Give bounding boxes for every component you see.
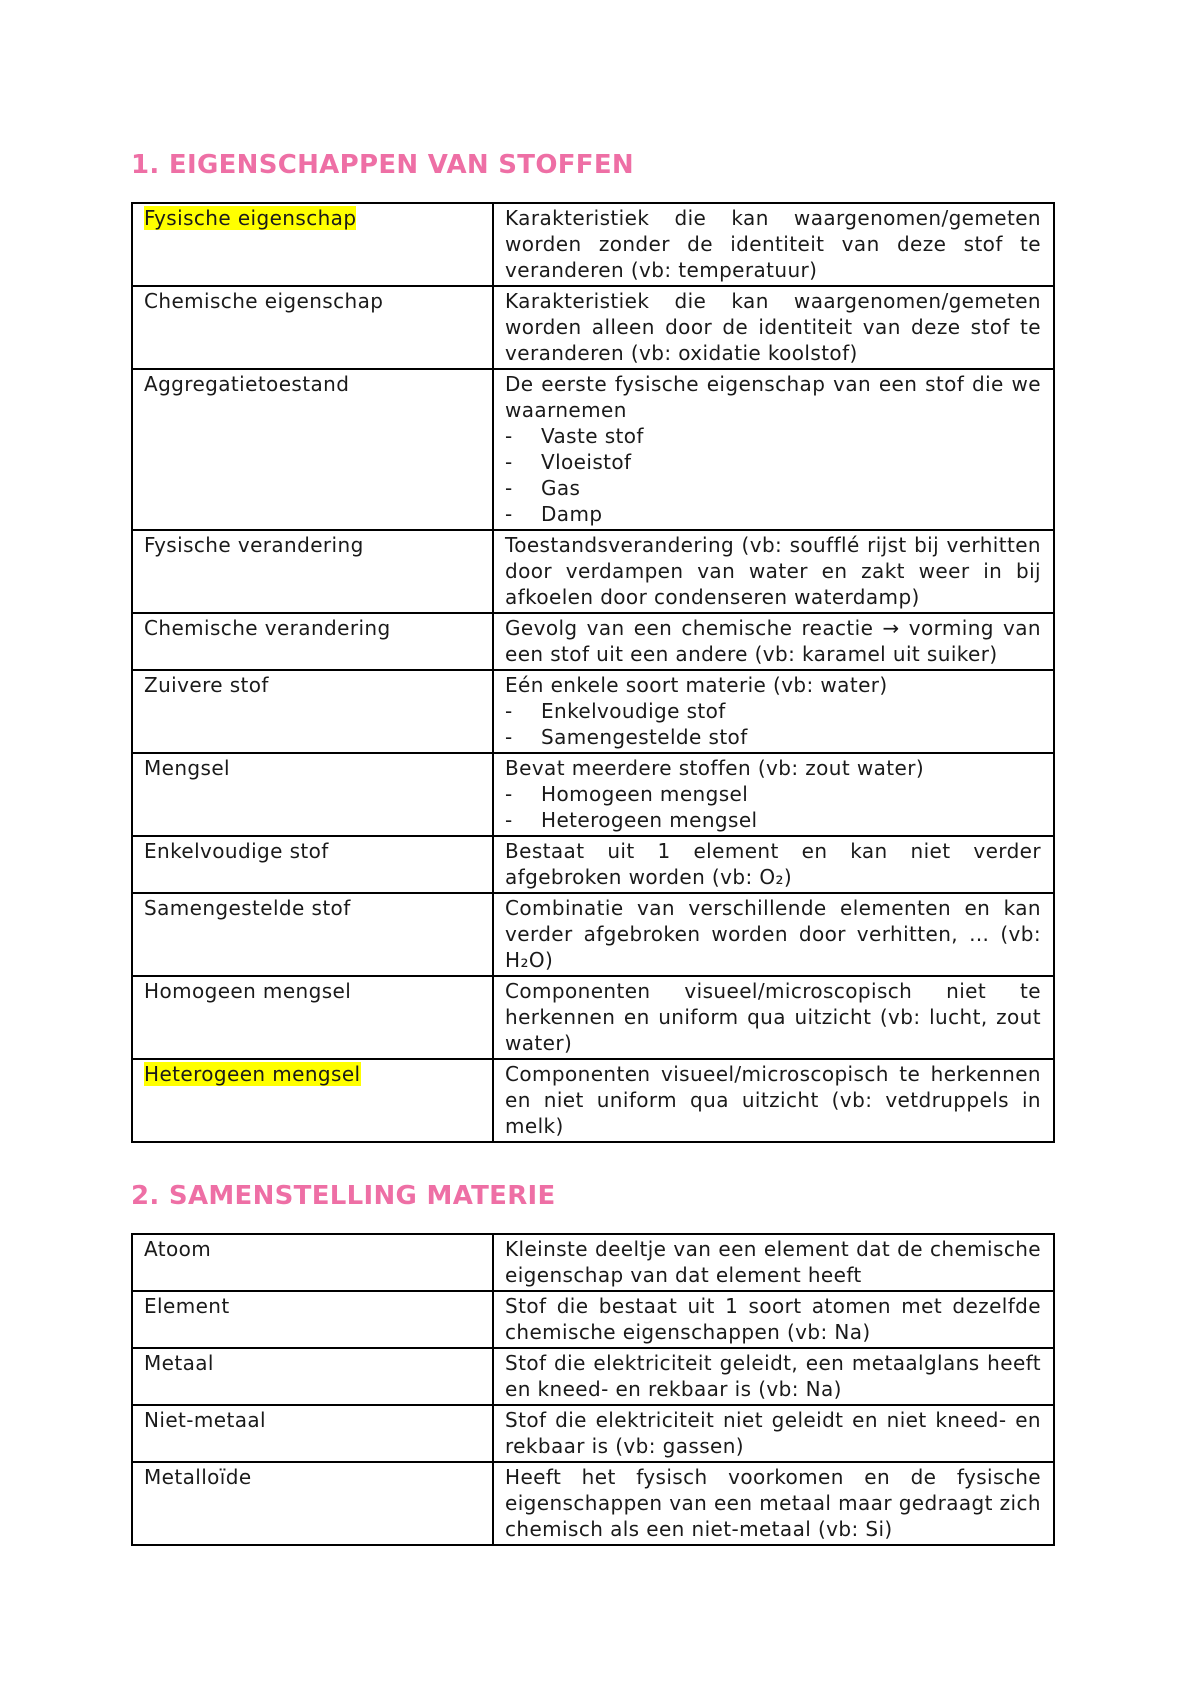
term-cell bbox=[132, 203, 493, 286]
term-label: Element bbox=[144, 1294, 230, 1318]
table-row bbox=[132, 670, 1054, 753]
definition-text: Combinatie van verschillende elementen en kan verder afgebroken worden door verhitten, … (vb: H₂O) bbox=[505, 896, 1041, 972]
term-label: Chemische eigenschap bbox=[144, 289, 384, 313]
table-row bbox=[132, 1405, 1054, 1462]
table-row bbox=[132, 1234, 1054, 1291]
term-cell bbox=[132, 1462, 493, 1545]
definition-text: Bevat meerdere stoffen (vb: zout water) bbox=[505, 756, 925, 780]
term-cell bbox=[132, 1291, 493, 1348]
definition-cell bbox=[493, 976, 1054, 1059]
definition-text: Stof die bestaat uit 1 soort atomen met dezelfde chemische eigenschappen (vb: Na) bbox=[505, 1294, 1041, 1344]
definition-cell bbox=[493, 1059, 1054, 1142]
definition-cell bbox=[493, 1405, 1054, 1462]
term-label: Atoom bbox=[144, 1237, 212, 1261]
list-item: - Enkelvoudige stof bbox=[505, 698, 1041, 724]
section-title-samenstelling: 2. SAMENSTELLING MATERIE bbox=[131, 1181, 556, 1211]
definition-text: Kleinste deeltje van een element dat de chemische eigenschap van dat element heeft bbox=[505, 1237, 1041, 1287]
term-cell bbox=[132, 530, 493, 613]
bullet-list bbox=[505, 423, 1041, 527]
term-cell bbox=[132, 753, 493, 836]
definition-cell bbox=[493, 1462, 1054, 1545]
term-cell bbox=[132, 836, 493, 893]
term-label: Enkelvoudige stof bbox=[144, 839, 329, 863]
table-row bbox=[132, 1348, 1054, 1405]
definition-cell bbox=[493, 1234, 1054, 1291]
term-cell bbox=[132, 286, 493, 369]
definition-text: Stof die elektriciteit geleidt, een metaalglans heeft en kneed- en rekbaar is (vb: Na) bbox=[505, 1351, 1041, 1401]
document-page bbox=[131, 150, 1055, 1546]
term-label: Samengestelde stof bbox=[144, 896, 351, 920]
table-row bbox=[132, 753, 1054, 836]
term-label: Mengsel bbox=[144, 756, 231, 780]
term-label: Metalloïde bbox=[144, 1465, 252, 1489]
definition-cell bbox=[493, 1291, 1054, 1348]
term-cell bbox=[132, 976, 493, 1059]
term-label: Fysische verandering bbox=[144, 533, 364, 557]
definition-text: Toestandsverandering (vb: soufflé rijst bij verhitten door verdampen van water en zakt weer in bij afkoelen door condenseren waterdamp) bbox=[505, 533, 1041, 609]
term-label: Homogeen mengsel bbox=[144, 979, 352, 1003]
term-cell bbox=[132, 369, 493, 530]
list-item: - Heterogeen mengsel bbox=[505, 807, 1041, 833]
definition-text: De eerste fysische eigenschap van een stof die we waarnemen bbox=[505, 372, 1041, 422]
term-label: Chemische verandering bbox=[144, 616, 391, 640]
table-row bbox=[132, 286, 1054, 369]
term-cell bbox=[132, 1405, 493, 1462]
definition-text: Bestaat uit 1 element en kan niet verder afgebroken worden (vb: O₂) bbox=[505, 839, 1041, 889]
highlighted-term: Fysische eigenschap bbox=[144, 206, 357, 230]
definition-cell bbox=[493, 836, 1054, 893]
term-cell bbox=[132, 613, 493, 670]
section-title-eigenschappen: 1. EIGENSCHAPPEN VAN STOFFEN bbox=[131, 150, 634, 180]
table-row bbox=[132, 1059, 1054, 1142]
definition-text: Eén enkele soort materie (vb: water) bbox=[505, 673, 888, 697]
table-row bbox=[132, 836, 1054, 893]
list-item: - Damp bbox=[505, 501, 1041, 527]
list-item: - Samengestelde stof bbox=[505, 724, 1041, 750]
list-item: - Vaste stof bbox=[505, 423, 1041, 449]
table-row bbox=[132, 893, 1054, 976]
bullet-list bbox=[505, 698, 1041, 750]
table-row bbox=[132, 1291, 1054, 1348]
table-row bbox=[132, 613, 1054, 670]
definition-text: Gevolg van een chemische reactie → vorming van een stof uit een andere (vb: karamel uit suiker) bbox=[505, 616, 1041, 666]
definition-cell bbox=[493, 286, 1054, 369]
definition-cell bbox=[493, 1348, 1054, 1405]
definitions-table-samenstelling bbox=[131, 1233, 1055, 1546]
definition-text: Heeft het fysisch voorkomen en de fysische eigenschappen van een metaal maar gedraagt zich chemisch als een niet-metaal (vb: Si) bbox=[505, 1465, 1041, 1541]
table-row bbox=[132, 530, 1054, 613]
list-item: - Vloeistof bbox=[505, 449, 1041, 475]
term-cell bbox=[132, 893, 493, 976]
list-item: - Homogeen mengsel bbox=[505, 781, 1041, 807]
term-cell bbox=[132, 1234, 493, 1291]
table-row bbox=[132, 203, 1054, 286]
definition-text: Karakteristiek die kan waargenomen/gemeten worden alleen door de identiteit van deze stof te veranderen (vb: oxidatie koolstof) bbox=[505, 289, 1041, 365]
definition-cell bbox=[493, 530, 1054, 613]
term-label: Zuivere stof bbox=[144, 673, 269, 697]
definition-cell bbox=[493, 670, 1054, 753]
definition-text: Stof die elektriciteit niet geleidt en niet kneed- en rekbaar is (vb: gassen) bbox=[505, 1408, 1041, 1458]
term-label: Niet-metaal bbox=[144, 1408, 266, 1432]
table-row bbox=[132, 369, 1054, 530]
term-label: Aggregatietoestand bbox=[144, 372, 350, 396]
term-cell bbox=[132, 670, 493, 753]
definition-cell bbox=[493, 893, 1054, 976]
term-cell bbox=[132, 1348, 493, 1405]
definition-cell bbox=[493, 203, 1054, 286]
term-label: Metaal bbox=[144, 1351, 214, 1375]
table-row bbox=[132, 1462, 1054, 1545]
bullet-list bbox=[505, 781, 1041, 833]
definition-cell bbox=[493, 369, 1054, 530]
definitions-table-eigenschappen bbox=[131, 202, 1055, 1143]
definition-cell bbox=[493, 753, 1054, 836]
definition-text: Componenten visueel/microscopisch niet te herkennen en uniform qua uitzicht (vb: lucht, zout water) bbox=[505, 979, 1041, 1055]
table-row bbox=[132, 976, 1054, 1059]
definition-cell bbox=[493, 613, 1054, 670]
term-cell bbox=[132, 1059, 493, 1142]
highlighted-term: Heterogeen mengsel bbox=[144, 1062, 361, 1086]
definition-text: Componenten visueel/microscopisch te herkennen en niet uniform qua uitzicht (vb: vetdruppels in melk) bbox=[505, 1062, 1041, 1138]
definition-text: Karakteristiek die kan waargenomen/gemeten worden zonder de identiteit van deze stof te veranderen (vb: temperatuur) bbox=[505, 206, 1041, 282]
list-item: - Gas bbox=[505, 475, 1041, 501]
